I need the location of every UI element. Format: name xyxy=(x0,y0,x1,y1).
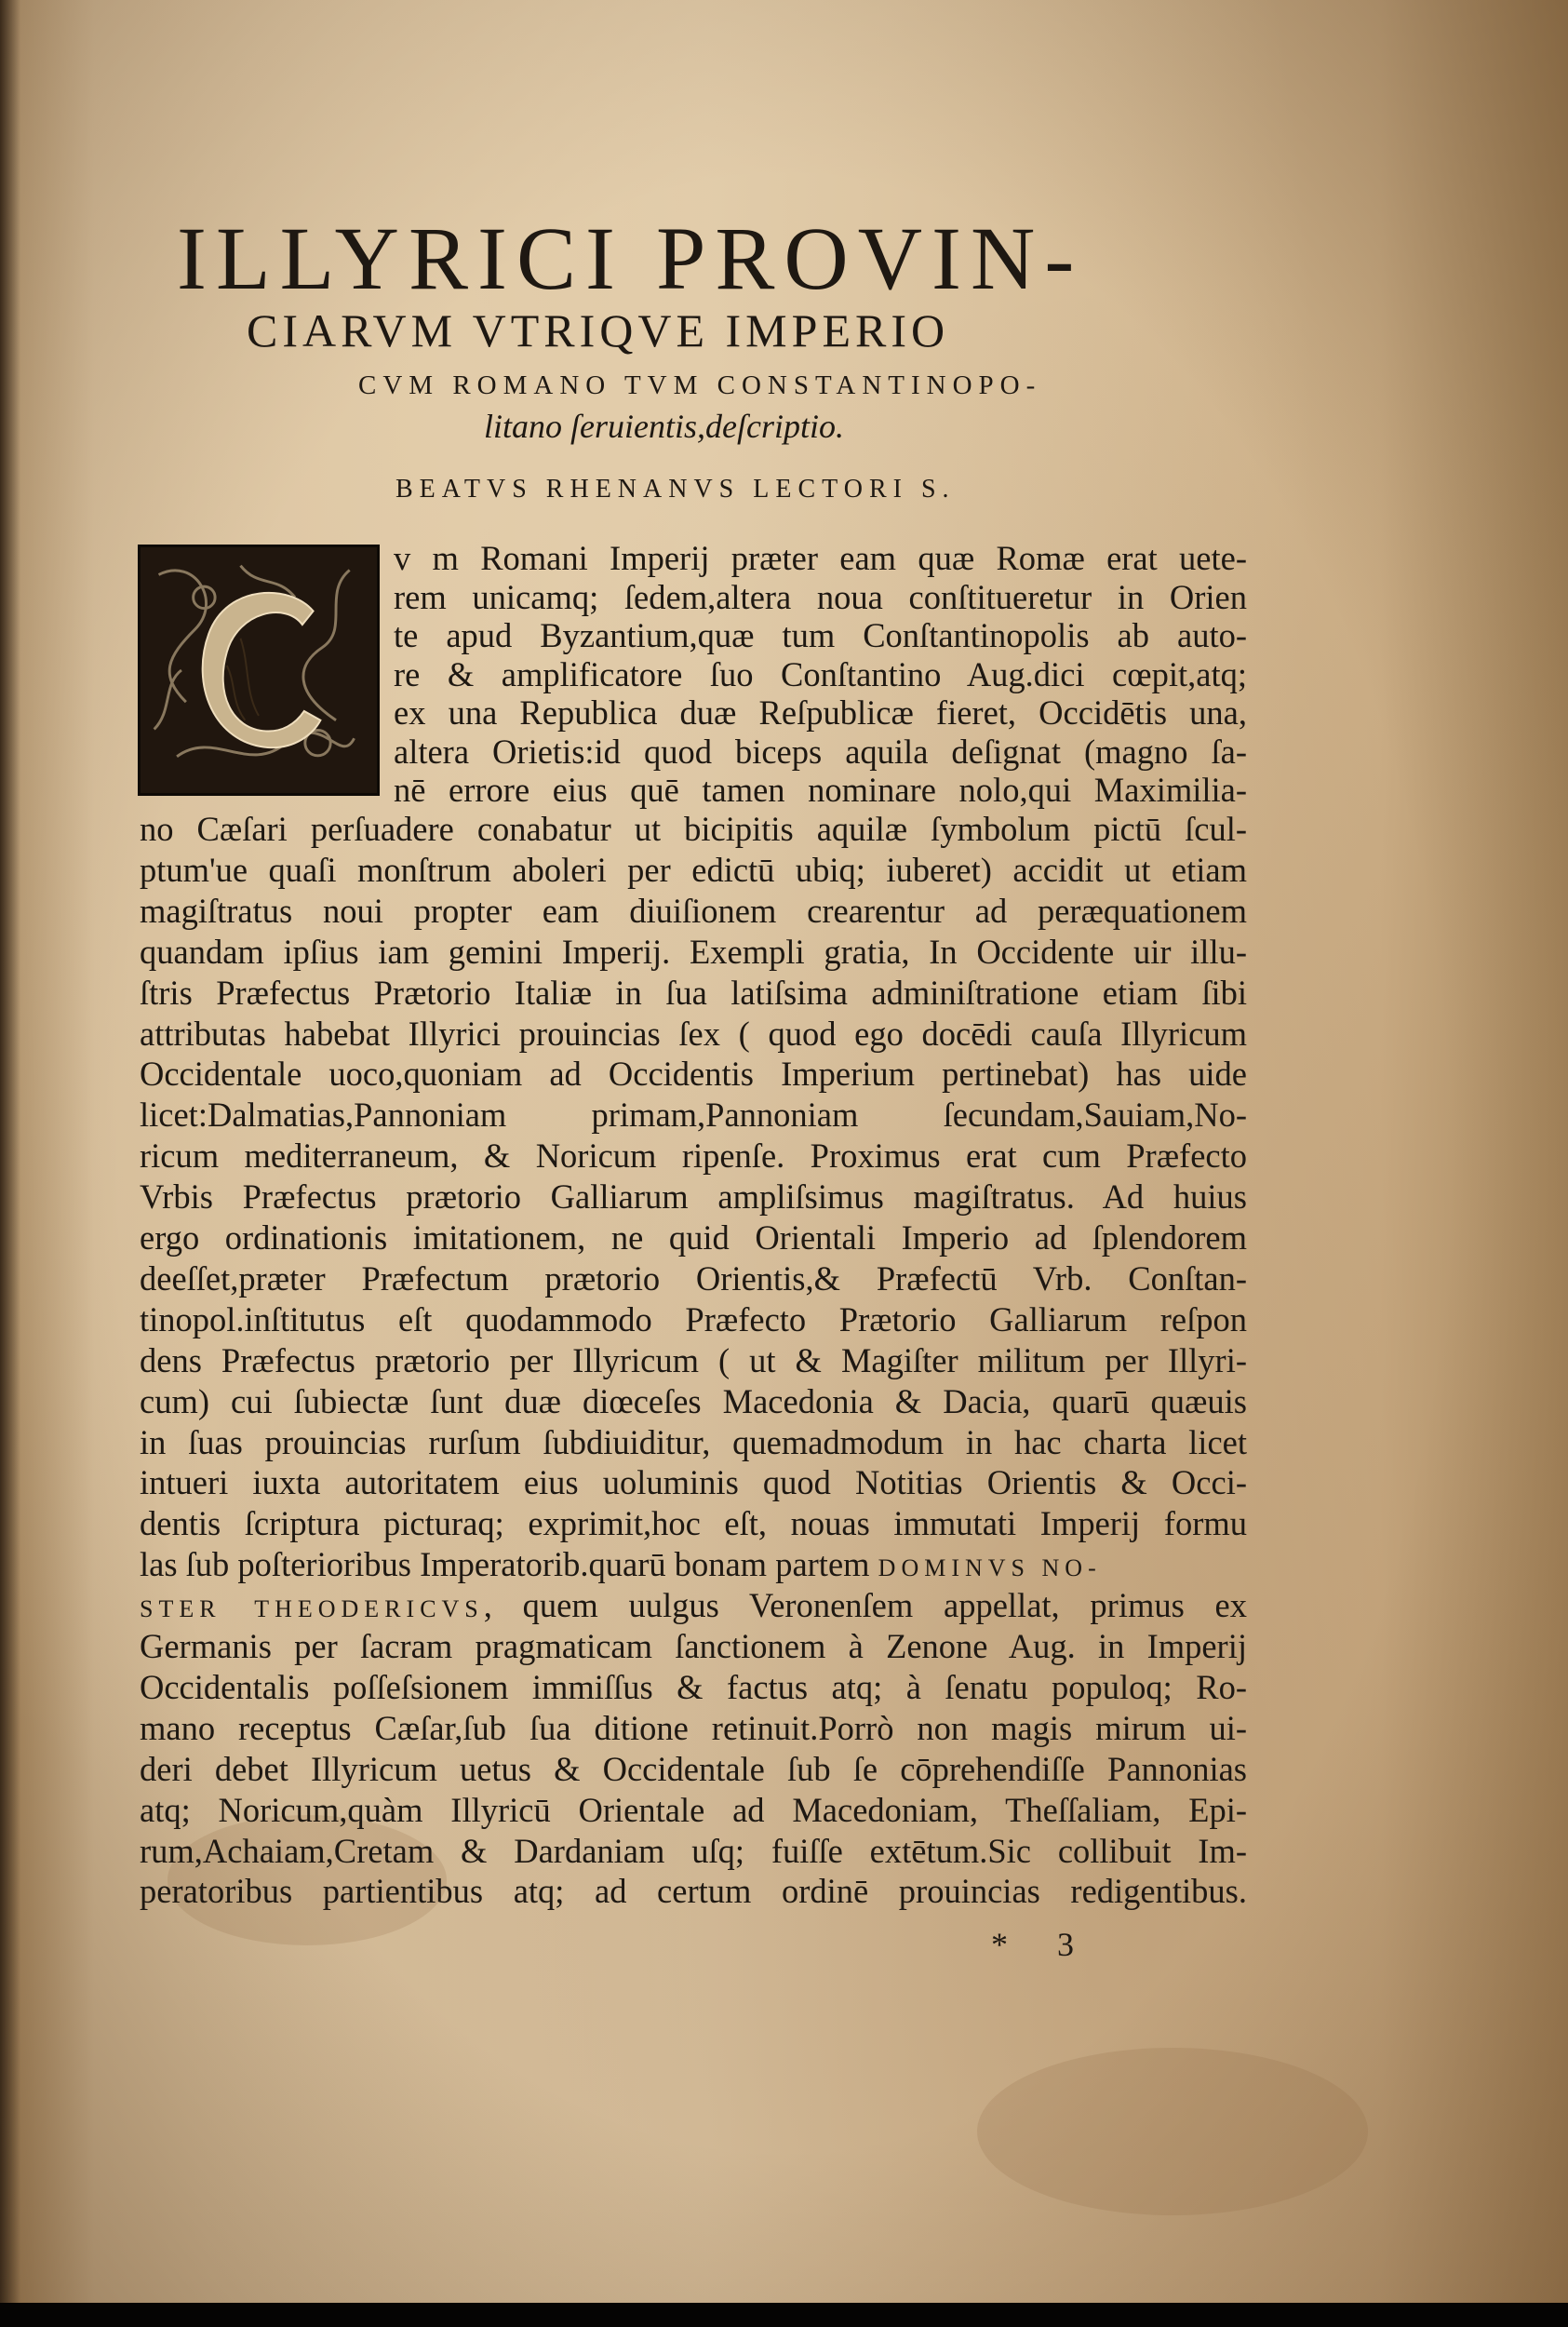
body-text-line: cum) cui ſubiectæ ſunt duæ diœceſes Macedonia & Dacia, quarū quæuis xyxy=(140,1381,1247,1420)
body-text-line: intueri iuxta autoritatem eius uoluminis quod Notitias Orientis & Occi- xyxy=(140,1463,1247,1502)
body-text-line: ergo ordinationis imitationem, ne quid Orientali Imperio ad ſplendorem xyxy=(140,1218,1247,1257)
body-text-line: mano receptus Cæſar,ſub ſua ditione retinuit.Porrò non magis mirum ui- xyxy=(140,1708,1247,1747)
title-line-4: litano ſeruientis,deſcriptio. xyxy=(484,408,844,445)
body-text-line: re & amplificatore ſuo Conſtantino Aug.dici cœpit,atq; xyxy=(394,654,1247,693)
body-text-line: ricum mediterraneum, & Noricum ripenſe. Proximus erat cum Præfecto xyxy=(140,1137,1247,1176)
body-text-line: dens Præfectus prætorio per Illyricum ( ut & Magiſter militum per Illyri- xyxy=(140,1340,1247,1379)
body-text-line: Germanis per ſacram pragmaticam ſanctionem à Zenone Aug. in Imperij xyxy=(140,1627,1247,1665)
title-line-3: CVM ROMANO TVM CONSTANTINOPO- xyxy=(358,370,1042,400)
body-text-line: licet:Dalmatias,Pannoniam primam,Pannoniam ſecundam,Sauiam,No- xyxy=(140,1096,1247,1135)
body-text-line: ptum'ue quaſi monſtrum aboleri per edictū ubiq; iuberet) accidit ut etiam xyxy=(140,850,1247,889)
body-text-line: peratoribus partientibus atq; ad certum ordinē prouincias redigentibus. xyxy=(140,1872,1247,1911)
body-text-line: Occidentale uoco,quoniam ad Occidentis Imperium pertinebat) has uide xyxy=(140,1055,1247,1094)
page-shadow-left xyxy=(0,0,20,2327)
paper-stain xyxy=(977,2048,1368,2215)
salutation: BEATVS RHENANVS LECTORI S. xyxy=(395,475,956,504)
body-text-line: rem unicamq; ſedem,altera noua conſtitueretur in Orien xyxy=(394,577,1247,616)
body-text-line: in ſuas prouincias rurſum ſubdiuiditur, quemadmodum in hac charta licet xyxy=(140,1422,1247,1461)
body-text-line: no Cæſari perſuadere conabatur ut bicipitis aquilæ ſymbolum pictū ſcul- xyxy=(140,810,1247,848)
page-bottom-edge xyxy=(0,2303,1568,2327)
body-text-line: v m Romani Imperij præter eam quæ Romæ erat uete- xyxy=(394,539,1247,577)
body-text-line: rum,Achaiam,Cretam & Dardaniam uſq; fuiſſe extētum.Sic collibuit Im- xyxy=(140,1831,1247,1870)
body-text-line: ſtris Præfectus Prætorio Italiæ in ſua latiſsima adminiſtratione etiam ſibi xyxy=(140,973,1247,1012)
body-text-line: attributas habebat Illyrici prouincias ſex ( quod ego docēdi cauſa Illyricum xyxy=(140,1014,1247,1053)
body-text-line: nē errore eius quē tamen nominare nolo,qui Maximilia- xyxy=(394,771,1247,809)
body-text-line: Vrbis Præfectus prætorio Galliarum ampliſsimus magiſtratus. Ad huius xyxy=(140,1177,1247,1217)
body-text-line: altera Orietis:id quod biceps aquila deſignat (magno ſa- xyxy=(394,732,1247,771)
body-text-line: magiſtratus noui propter eam diuiſionem crearentur ad peræquationem xyxy=(140,891,1247,930)
body-text-line: deri debet Illyricum uetus & Occidentale ſub ſe cōprehendiſſe Pannonias xyxy=(140,1749,1247,1788)
body-text-line: ex una Republica duæ Reſpublicæ fieret, Occidētis una, xyxy=(394,693,1247,732)
body-text-line: dentis ſcriptura picturaq; exprimit,hoc eſt, nouas immutati Imperij formu xyxy=(140,1504,1247,1543)
body-text-line: te apud Byzantium,quæ tum Conſtantinopolis ab auto- xyxy=(394,616,1247,654)
body-text-line: quandam ipſius iam gemini Imperij. Exempli gratia, In Occidente uir illu- xyxy=(140,932,1247,971)
title-line-1: ILLYRICI PROVIN- xyxy=(177,208,1084,308)
decorated-initial-c-icon xyxy=(138,545,380,796)
smallcaps-theodericus: STER THEODERICVS xyxy=(140,1595,484,1623)
body-text-line: tinopol.inſtitutus eſt quodammodo Præfecto Prætorio Galliarum reſpon xyxy=(140,1299,1247,1338)
body-text-line: STER THEODERICVS, quem uulgus Veronenſem appellat, primus ex xyxy=(140,1586,1247,1625)
body-text-line: atq; Noricum,quàm Illyricū Orientale ad Macedoniam, Theſſaliam, Epi- xyxy=(140,1790,1247,1829)
body-text-line: deeſſet,præter Præfectum prætorio Orientis,& Præfectū Vrb. Conſtan- xyxy=(140,1258,1247,1298)
body-text-line: las ſub poſterioribus Imperatorib.quarū bonam partem DOMINVS NO- xyxy=(140,1545,1102,1584)
title-line-2: CIARVM VTRIQVE IMPERIO xyxy=(247,304,950,356)
body-text-line: Occidentalis poſſeſsionem immiſſus & factus atq; à ſenatu populoq; Ro- xyxy=(140,1667,1247,1706)
signature-mark: * 3 xyxy=(991,1926,1094,1963)
smallcaps-dominus: DOMINVS NO- xyxy=(878,1554,1102,1582)
